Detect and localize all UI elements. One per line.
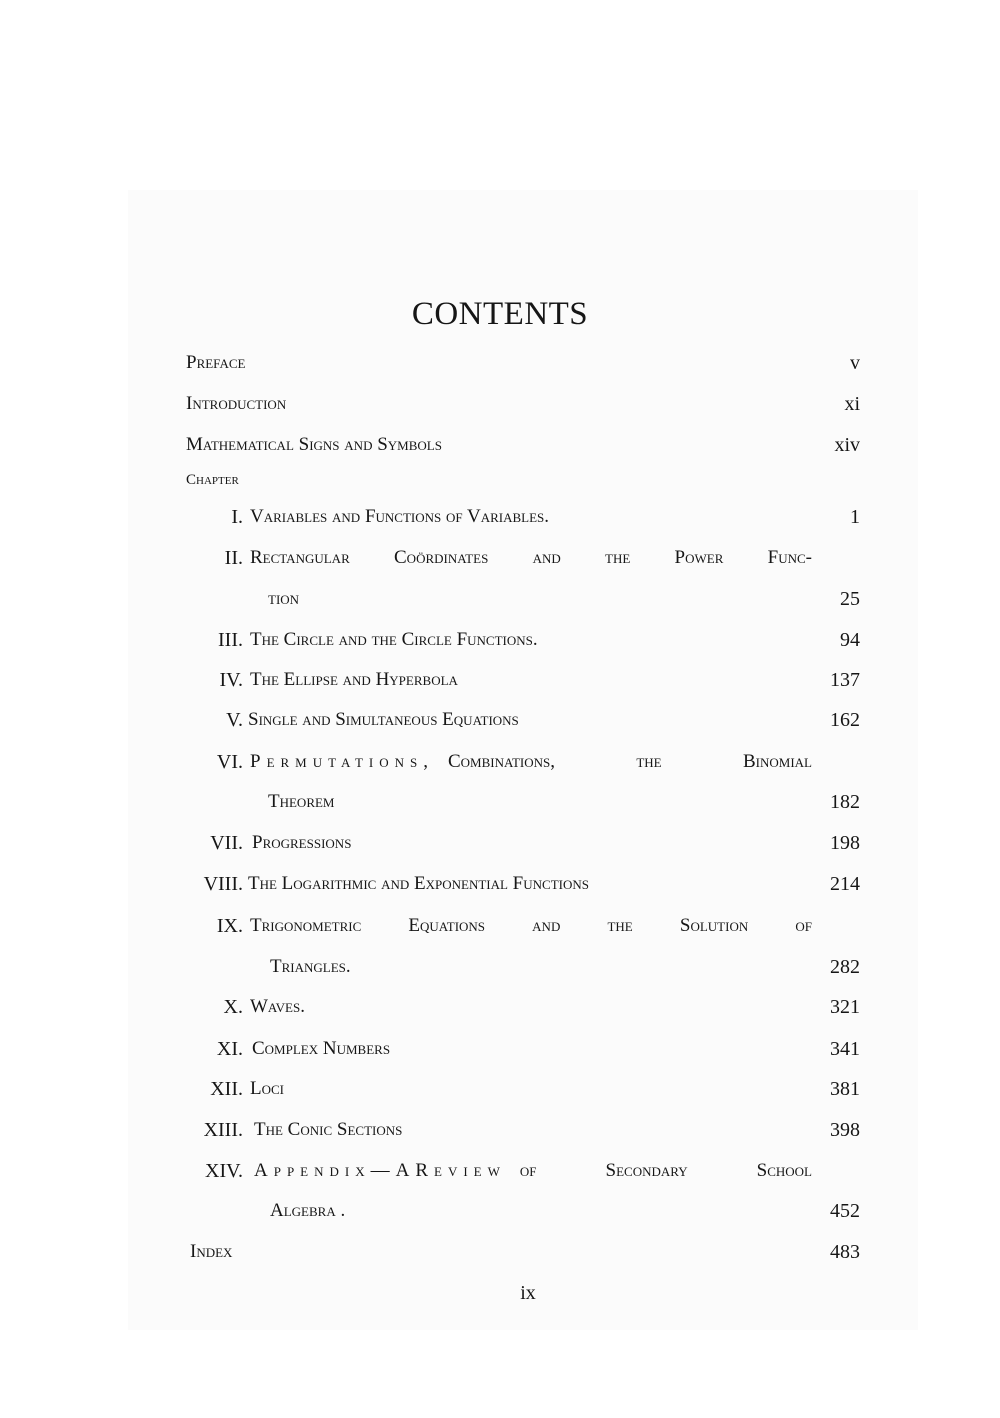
chapter-numeral: X. — [223, 996, 243, 1018]
chapter-page: 182 — [830, 791, 860, 813]
chapter-numeral: V. — [226, 709, 243, 731]
chapter-title: Variables and Functions of Variables. — [250, 506, 550, 527]
chapter-numeral: XIV. — [205, 1160, 243, 1182]
chapter-title: The Ellipse and Hyperbola — [250, 669, 458, 690]
chapter-page: 162 — [830, 709, 860, 731]
chapter-numeral: XIII. — [203, 1119, 243, 1141]
toc-page-introduction: xi — [844, 393, 860, 415]
chapter-title: The Conic Sections — [254, 1119, 403, 1140]
toc-entry-preface: Preface — [186, 352, 246, 373]
chapter-label: Chapter — [186, 472, 239, 488]
chapter-page: 398 — [830, 1119, 860, 1141]
page-title: CONTENTS — [411, 296, 589, 332]
chapter-title: Complex Numbers — [252, 1038, 391, 1059]
chapter-page: 198 — [830, 832, 860, 854]
chapter-numeral: VI. — [216, 751, 243, 773]
toc-page-index: 483 — [830, 1241, 860, 1263]
chapter-page: 94 — [840, 629, 860, 651]
toc-entry-index: Index — [190, 1241, 233, 1262]
chapter-numeral: VIII. — [203, 873, 243, 895]
chapter-page: 381 — [830, 1078, 860, 1100]
chapter-page: 214 — [830, 873, 860, 895]
chapter-numeral: VII. — [210, 832, 243, 854]
chapter-numeral: III. — [218, 629, 243, 651]
chapter-title-continuation: Triangles. — [270, 956, 351, 977]
chapter-title: Loci — [250, 1078, 284, 1099]
toc-entry-introduction: Introduction — [186, 393, 287, 414]
chapter-page: 137 — [830, 669, 860, 691]
chapter-title: Waves. — [250, 996, 305, 1017]
chapter-title-continuation: Theorem — [268, 791, 335, 812]
page-number: ix — [520, 1282, 536, 1304]
toc-entry-signs: Mathematical Signs and Symbols — [186, 434, 442, 455]
chapter-numeral: IX. — [216, 915, 243, 937]
chapter-page: 1 — [850, 506, 860, 528]
chapter-title-continuation: tion — [268, 588, 300, 609]
chapter-page: 282 — [830, 956, 860, 978]
chapter-title: Single and Simultaneous Equations — [248, 709, 519, 730]
toc-page-signs: xiv — [834, 434, 860, 456]
chapter-title-continuation: Algebra . — [270, 1200, 346, 1221]
chapter-numeral: I. — [231, 506, 243, 528]
chapter-numeral: II. — [224, 547, 243, 569]
chapter-page: 452 — [830, 1200, 860, 1222]
chapter-page: 25 — [840, 588, 860, 610]
chapter-page: 321 — [830, 996, 860, 1018]
chapter-title: The Logarithmic and Exponential Functions — [248, 873, 589, 894]
chapter-title: Rectangular Coördinates and the Power Func- — [250, 547, 812, 568]
chapter-title: Progressions — [252, 832, 352, 853]
chapter-page: 341 — [830, 1038, 860, 1060]
chapter-title: Permutations, Combinations, the Binomial — [250, 751, 812, 772]
chapter-title: The Circle and the Circle Functions. — [250, 629, 538, 650]
chapter-numeral: IV. — [219, 669, 243, 691]
chapter-title: Trigonometric Equations and the Solution of — [250, 915, 812, 936]
chapter-numeral: XII. — [210, 1078, 243, 1100]
chapter-title: Appendix—A Review of Secondary School — [254, 1160, 812, 1181]
chapter-numeral: XI. — [216, 1038, 243, 1060]
toc-page-preface: v — [850, 352, 860, 374]
